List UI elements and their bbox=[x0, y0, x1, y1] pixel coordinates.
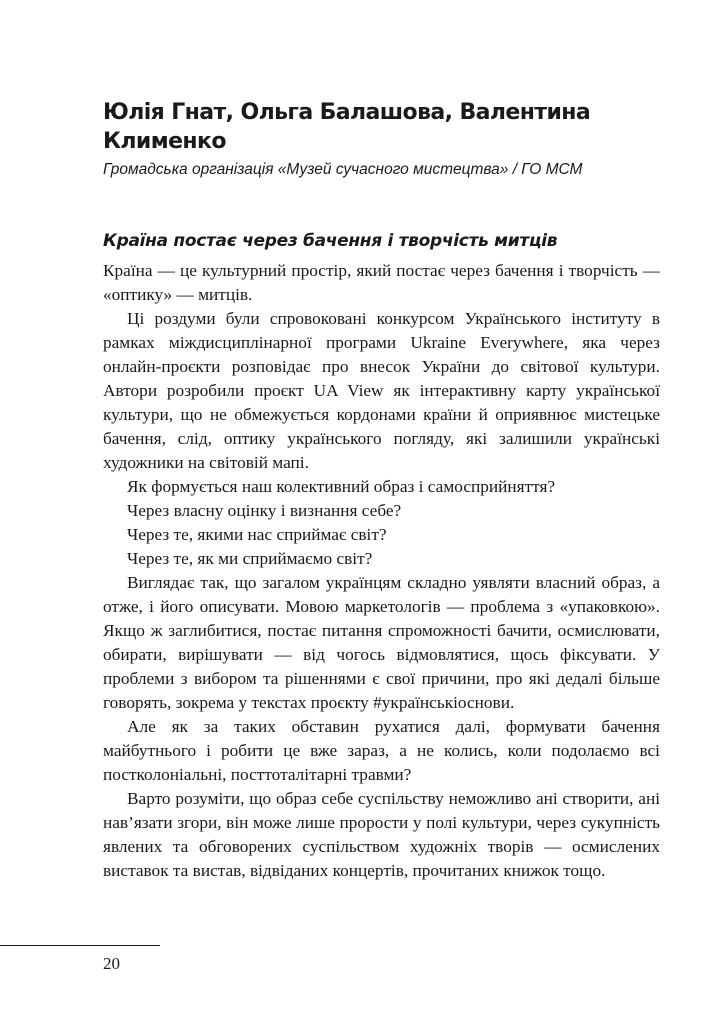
paragraph: Варто розуміти, що образ себе суспільству неможливо ані створити, ані нав’язати згори, він може лише прорости у полі культури, через сукупність явлених та обговорених суспільством художніх творів — осмислених виставок та вистав, відвіданих концертів, прочитаних книжок тощо. bbox=[103, 789, 660, 880]
paragraph: Але як за таких обставин рухатися далі, формувати бачення майбутнього і робити це вже зараз, а не колись, коли подолаємо всі постколоніальні, посттоталітарні травми? bbox=[103, 717, 660, 784]
page-number: 20 bbox=[103, 954, 120, 973]
question: Як формується наш колективний образ і самосприйняття? bbox=[127, 477, 556, 496]
paragraph: Виглядає так, що загалом українцям складно уявляти власний образ, а отже, і його описувати. Мовою маркетологів — проблема з «упаковкою». Якщо ж заглибитися, постає питання спроможності бачити, осмислювати, обирати, вирішувати — від чогось відмовлятися, щось фіксувати. У проблеми з вибором та рішеннями є свої причини, про які дедалі більше говорять, зокрема у текстах проєкту #українськіоснови. bbox=[103, 573, 660, 712]
organization: Громадська організація «Музей сучасного мистецтва» / ГО МСМ bbox=[103, 161, 583, 178]
paragraph: Ці роздуми були спровоковані конкурсом Українського інституту в рамках міждисциплінарної програми Ukraine Everywhere, яка через онлайн-проєкти розповідає про внесок України до світової культури. Автори розробили проєкт UA View як інтерактивну карту української культури, що не обмежується кордонами країни й оприявнює мистецьке бачення, слід, оптику українського погляду, які залишили українські художники на світовій мапі. bbox=[103, 309, 660, 472]
section-heading: Країна постає через бачення і творчість митців bbox=[103, 231, 558, 251]
question: Через власну оцінку і визнання себе? bbox=[127, 501, 402, 520]
article-body bbox=[103, 259, 660, 883]
question: Через те, якими нас сприймає світ? bbox=[127, 525, 387, 544]
authors: Юлія Гнат, Ольга Балашова, Валентина Клименко bbox=[103, 100, 591, 154]
paragraph: Країна — це культурний простір, який постає через бачення і творчість — «оптику» — митців. bbox=[103, 261, 660, 304]
question: Через те, як ми сприймаємо світ? bbox=[127, 549, 373, 568]
footer-rule bbox=[0, 945, 160, 946]
